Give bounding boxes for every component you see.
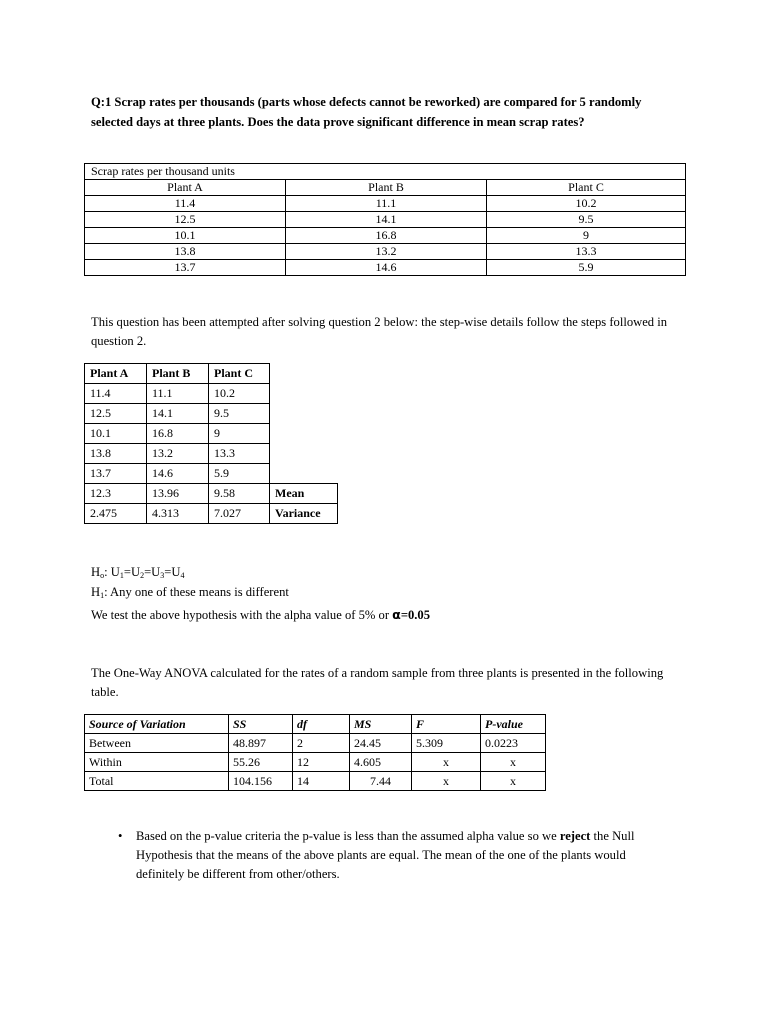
anova-intro-text: The One-Way ANOVA calculated for the rates of a random sample from three plants is presented in the following table. xyxy=(91,666,664,699)
column-header: df xyxy=(293,715,350,734)
table-row xyxy=(85,212,686,228)
column-header: Plant C xyxy=(487,180,686,196)
column-header: Plant A xyxy=(85,180,286,196)
cell: 13.2 xyxy=(147,444,209,464)
question-text: Q:1 Scrap rates per thousands (parts whose defects cannot be reworked) are compared for 5 randomly selected days at three plants. Does the data prove significant difference in mean scrap rates? xyxy=(91,95,642,129)
cell: 16.8 xyxy=(286,228,487,244)
column-header: Source of Variation xyxy=(85,715,229,734)
table-row xyxy=(85,734,546,753)
cell: 11.4 xyxy=(85,384,147,404)
table-row xyxy=(85,753,546,772)
mean-cell: 9.58 xyxy=(209,484,270,504)
cell: 11.1 xyxy=(147,384,209,404)
cell: 13.2 xyxy=(286,244,487,260)
cell: 55.26 xyxy=(229,753,293,772)
alpha-line xyxy=(91,607,430,623)
table-row xyxy=(85,384,338,404)
cell: x xyxy=(481,772,546,791)
cell: 9 xyxy=(487,228,686,244)
cell: 10.1 xyxy=(85,424,147,444)
cell: 12 xyxy=(293,753,350,772)
cell: 12.5 xyxy=(85,404,147,424)
cell: 13.3 xyxy=(487,244,686,260)
intro-paragraph xyxy=(91,313,681,351)
alpha-symbol: α xyxy=(392,607,401,622)
h1-prefix: H xyxy=(91,585,101,599)
variance-row xyxy=(85,504,338,524)
variance-cell: 4.313 xyxy=(147,504,209,524)
conclusion-before: Based on the p-value criteria the p-value is less than the assumed alpha value so we xyxy=(136,829,560,843)
cell: 13.7 xyxy=(85,260,286,276)
intro-text: This question has been attempted after solving question 2 below: the step-wise details follow the steps followed in question 2. xyxy=(91,315,668,348)
conclusion-after: the Null Hypothesis that the means of the above plants are equal. The mean of the one of the plants would definitely be different from other/others. xyxy=(136,829,635,881)
cell: 14 xyxy=(293,772,350,791)
conclusion-bold: reject xyxy=(559,829,591,843)
alpha-text: We test the above hypothesis with the alpha value of 5% or xyxy=(91,608,393,622)
table-row xyxy=(85,196,686,212)
table-row xyxy=(85,444,338,464)
cell: 48.897 xyxy=(229,734,293,753)
table-row xyxy=(85,424,338,444)
cell: 9.5 xyxy=(209,404,270,424)
cell: 16.8 xyxy=(147,424,209,444)
h0-eq-sub: 2 xyxy=(140,571,145,580)
cell: Total xyxy=(85,772,229,791)
cell: 11.1 xyxy=(286,196,487,212)
hypotheses xyxy=(91,564,289,604)
column-header: Plant B xyxy=(147,364,209,384)
cell: x xyxy=(481,753,546,772)
column-header: P-value xyxy=(481,715,546,734)
alpha-value: =0.05 xyxy=(400,608,431,622)
empty-cell xyxy=(270,364,338,384)
cell: 13.8 xyxy=(85,244,286,260)
mean-label: Mean xyxy=(270,484,338,504)
cell: 11.4 xyxy=(85,196,286,212)
alternative-hypothesis xyxy=(91,584,289,604)
h0-eq-sub: 4 xyxy=(180,571,185,580)
table-row xyxy=(85,772,546,791)
cell: 14.6 xyxy=(286,260,487,276)
empty-cell xyxy=(270,464,338,484)
cell: Within xyxy=(85,753,229,772)
column-header: SS xyxy=(229,715,293,734)
cell: 4.605 xyxy=(350,753,412,772)
cell: 13.7 xyxy=(85,464,147,484)
cell: 10.2 xyxy=(487,196,686,212)
cell: 5.309 xyxy=(412,734,481,753)
cell: 7.44 xyxy=(350,772,412,791)
table-row xyxy=(85,244,686,260)
cell: Between xyxy=(85,734,229,753)
cell: 14.1 xyxy=(286,212,487,228)
variance-cell: 2.475 xyxy=(85,504,147,524)
h0-text: : U xyxy=(104,565,120,579)
h0-eq-sub: 3 xyxy=(160,571,165,580)
h1-text: : Any one of these means is different xyxy=(104,585,289,599)
table-row xyxy=(85,464,338,484)
empty-cell xyxy=(270,404,338,424)
cell: x xyxy=(412,753,481,772)
cell: 104.156 xyxy=(229,772,293,791)
anova-table xyxy=(84,714,546,791)
h0-prefix: H xyxy=(91,565,101,579)
summary-stats-table xyxy=(84,363,338,524)
cell: 12.5 xyxy=(85,212,286,228)
cell: 14.1 xyxy=(147,404,209,424)
table-row xyxy=(85,404,338,424)
cell: 2 xyxy=(293,734,350,753)
table-row xyxy=(85,228,686,244)
table-caption: Scrap rates per thousand units xyxy=(85,164,686,180)
empty-cell xyxy=(270,424,338,444)
variance-label: Variance xyxy=(270,504,338,524)
anova-intro xyxy=(91,664,681,702)
null-hypothesis: $H_o$: $U_1=U_2=U_3=U_4$ xyxy=(91,565,185,580)
mean-cell: 13.96 xyxy=(147,484,209,504)
h0-eq-sub: 1 xyxy=(119,571,124,580)
cell: 9.5 xyxy=(487,212,686,228)
column-header: Plant A xyxy=(85,364,147,384)
cell: 10.1 xyxy=(85,228,286,244)
cell: 14.6 xyxy=(147,464,209,484)
bullet-icon: • xyxy=(118,829,123,843)
cell: 5.9 xyxy=(487,260,686,276)
cell: 13.8 xyxy=(85,444,147,464)
mean-row xyxy=(85,484,338,504)
cell: 24.45 xyxy=(350,734,412,753)
mean-cell: 12.3 xyxy=(85,484,147,504)
conclusion-paragraph xyxy=(136,827,676,884)
h0-sub: o xyxy=(100,571,105,580)
cell: 5.9 xyxy=(209,464,270,484)
empty-cell xyxy=(270,384,338,404)
h1-sub: 1 xyxy=(100,591,105,600)
table-row xyxy=(85,260,686,276)
column-header: Plant C xyxy=(209,364,270,384)
cell: 0.0223 xyxy=(481,734,546,753)
variance-cell: 7.027 xyxy=(209,504,270,524)
cell: 9 xyxy=(209,424,270,444)
cell: 13.3 xyxy=(209,444,270,464)
empty-cell xyxy=(270,444,338,464)
cell: 10.2 xyxy=(209,384,270,404)
column-header: MS xyxy=(350,715,412,734)
scrap-rates-table xyxy=(84,163,686,276)
column-header: Plant B xyxy=(286,180,487,196)
column-header: F xyxy=(412,715,481,734)
cell: x xyxy=(412,772,481,791)
